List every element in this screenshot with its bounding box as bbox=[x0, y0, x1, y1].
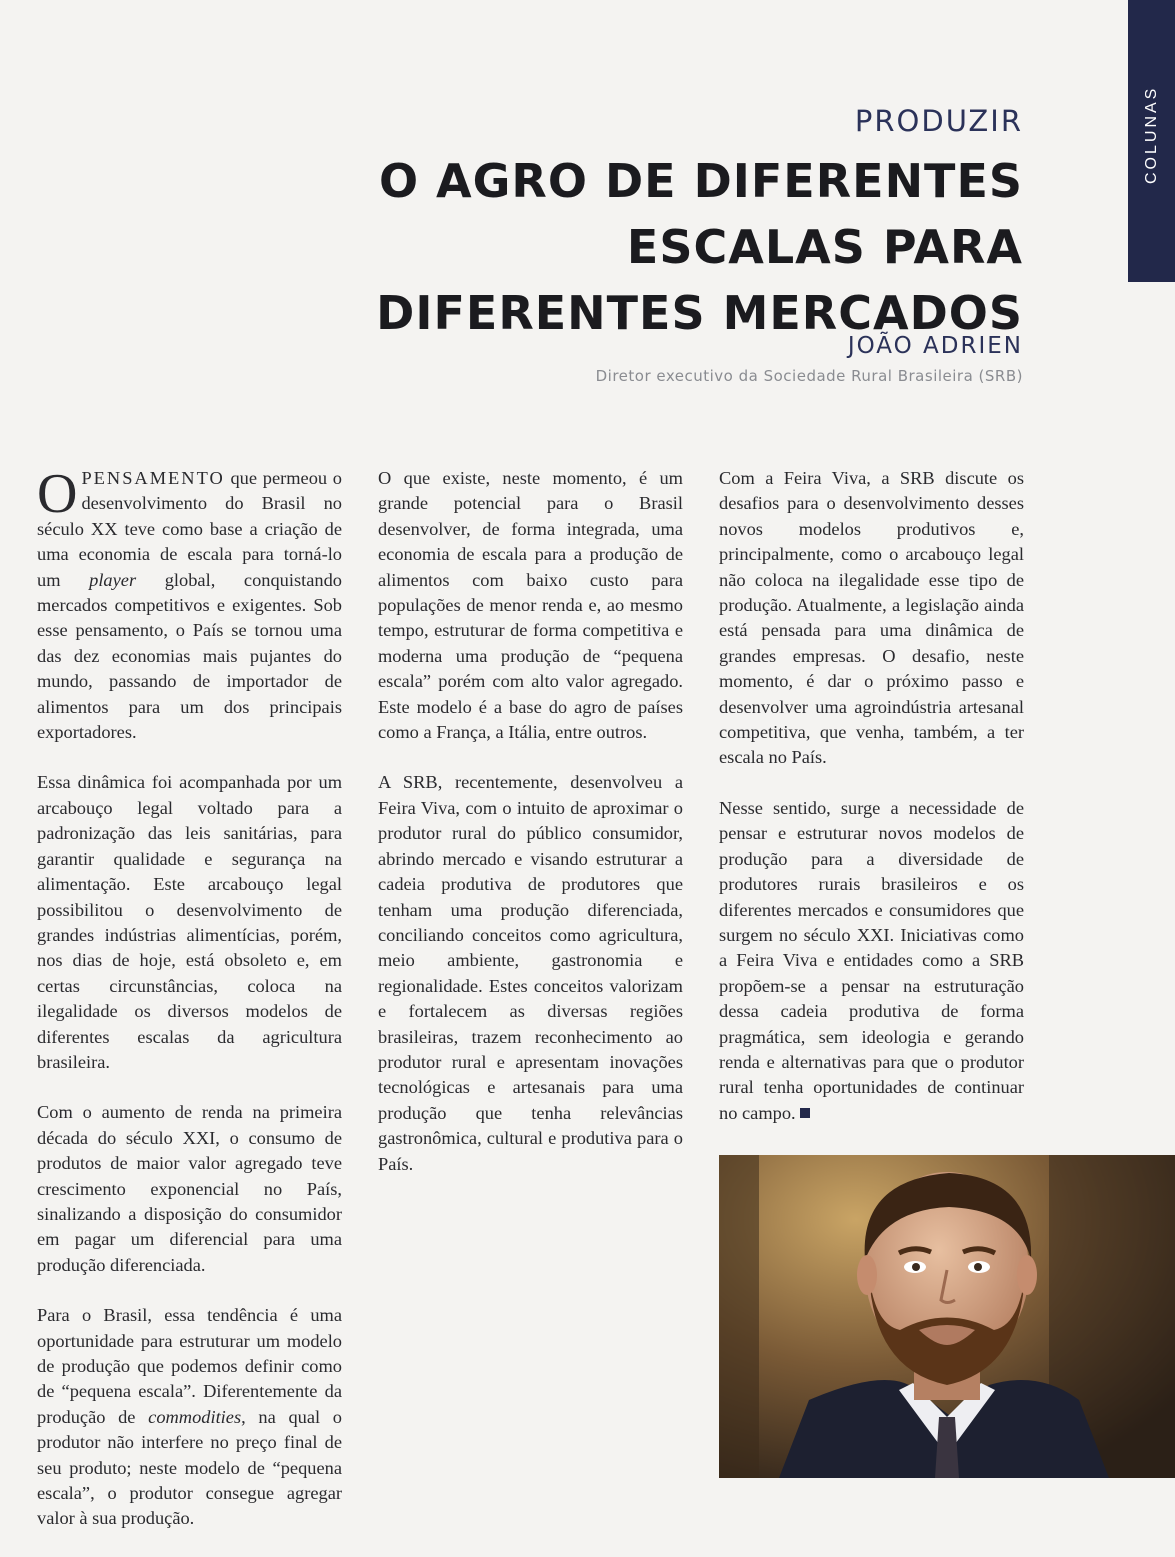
paragraph-4: Para o Brasil, essa tendência é uma oportunidade para estruturar um modelo de produção que podemos definir como de “pequena escala”. Diferentemente da produção de commodities, na qual o produtor não interfere no preço final de seu produto; neste modelo de “pequena escala”, o produtor consegue agregar valor à sua produção. bbox=[37, 1305, 342, 1529]
player-term: player bbox=[89, 569, 137, 590]
paragraph-7: Com a Feira Viva, a SRB discute os desafios para o desenvolvimento desses novos modelos produtivos e, principalmente, como o arcabouço legal não coloca na ilegalidade esse tipo de produção. Atualmente, a legislação ainda está pensada para uma dinâmica de grandes empresas. O desafio, neste momento, é dar o próximo passo e desenvolver uma agroindústria artesanal competitiva, que venha, também, a ter escala no País. bbox=[719, 468, 1024, 768]
article-title bbox=[223, 148, 1023, 346]
lead-word: PENSAMENTO bbox=[81, 468, 225, 488]
paragraph-5: O que existe, neste momento, é um grande potencial para o Brasil desenvolver, de forma integrada, uma economia de escala para a produção de alimentos com baixo custo para populações de menor renda e, ao mesmo tempo, estruturar de forma competitiva e moderna uma produção de “pequena escala” porém com alto valor agregado. Este modelo é a base do agro de países como a França, a Itália, entre outros. bbox=[378, 468, 683, 743]
paragraph-3: Com o aumento de renda na primeira década do século XXI, o consumo de produtos de maior valor agregado teve crescimento exponencial no País, sinalizando a disposição do consumidor em pagar um diferencial para uma produção diferenciada. bbox=[37, 1102, 342, 1275]
author-name: JOÃO ADRIEN bbox=[847, 333, 1023, 359]
end-mark-icon bbox=[800, 1108, 810, 1118]
paragraph-2: Essa dinâmica foi acompanhada por um arcabouço legal voltado para a padronização das leis sanitárias, para garantir qualidade e segurança na alimentação. Este arcabouço legal possibilitou o desenvolvimento de grandes indústrias alimentícias, porém, nos dias de hoje, está obsoleto e, em certas circunstâncias, coloca na ilegalidade os diversos modelos de diferentes escalas da agricultura brasileira. bbox=[37, 772, 342, 1072]
article-column-2 bbox=[378, 466, 683, 1202]
article-column-3 bbox=[719, 466, 1024, 1151]
commodities-term: commodities bbox=[148, 1406, 242, 1427]
paragraph-1: OPENSAMENTO que permeou o desenvolvimento do Brasil no século XX teve como base a criação de uma economia de escala para torná-lo um player global, conquistando mercados competitivos e exigentes. Sob esse pensamento, o País se tornou uma das dez economias mais pujantes do mundo, passando de importador de alimentos para um dos principais exportadores. bbox=[37, 463, 342, 743]
title-line-1: O AGRO DE DIFERENTES bbox=[378, 154, 1023, 208]
author-photo bbox=[719, 1155, 1175, 1478]
title-line-2: ESCALAS PARA bbox=[626, 220, 1023, 274]
section-heading: PRODUZIR bbox=[854, 104, 1023, 138]
paragraph-6: A SRB, recentemente, desenvolveu a Feira Viva, com o intuito de aproximar o produtor rural do público consumidor, abrindo mercado e visando estruturar a cadeia produtiva de produtores que tenham uma produção diferenciada, conciliando conceitos como agricultura, meio ambiente, gastronomia e regionalidade. Estes conceitos valorizam e fortalecem as diversas regiões brasileiras, trazem reconhecimento ao produtor rural e apresentam inovações tecnológicas e artesanais para uma produção que tenha relevâncias gastronômica, cultural e produtiva para o País. bbox=[378, 772, 683, 1174]
title-line-3: DIFERENTES MERCADOS bbox=[376, 286, 1023, 340]
drop-cap: O bbox=[37, 463, 78, 525]
author-role: Diretor executivo da Sociedade Rural Brasileira (SRB) bbox=[595, 367, 1023, 385]
section-tab-label: COLUNAS bbox=[1143, 85, 1160, 185]
paragraph-8: Nesse sentido, surge a necessidade de pensar e estruturar novos modelos de produção para a diversidade de produtores rurais brasileiros e os diferentes mercados e consumidores que surgem no século XXI. Iniciativas como a Feira Viva e entidades como a SRB propõem-se a pensar na estruturação dessa cadeia produtiva de forma pragmática, sem ideologia e gerando renda e alternativas para que o produtor rural tenha oportunidades de continuar no campo. bbox=[719, 797, 1024, 1123]
article-column-1 bbox=[37, 463, 342, 1557]
